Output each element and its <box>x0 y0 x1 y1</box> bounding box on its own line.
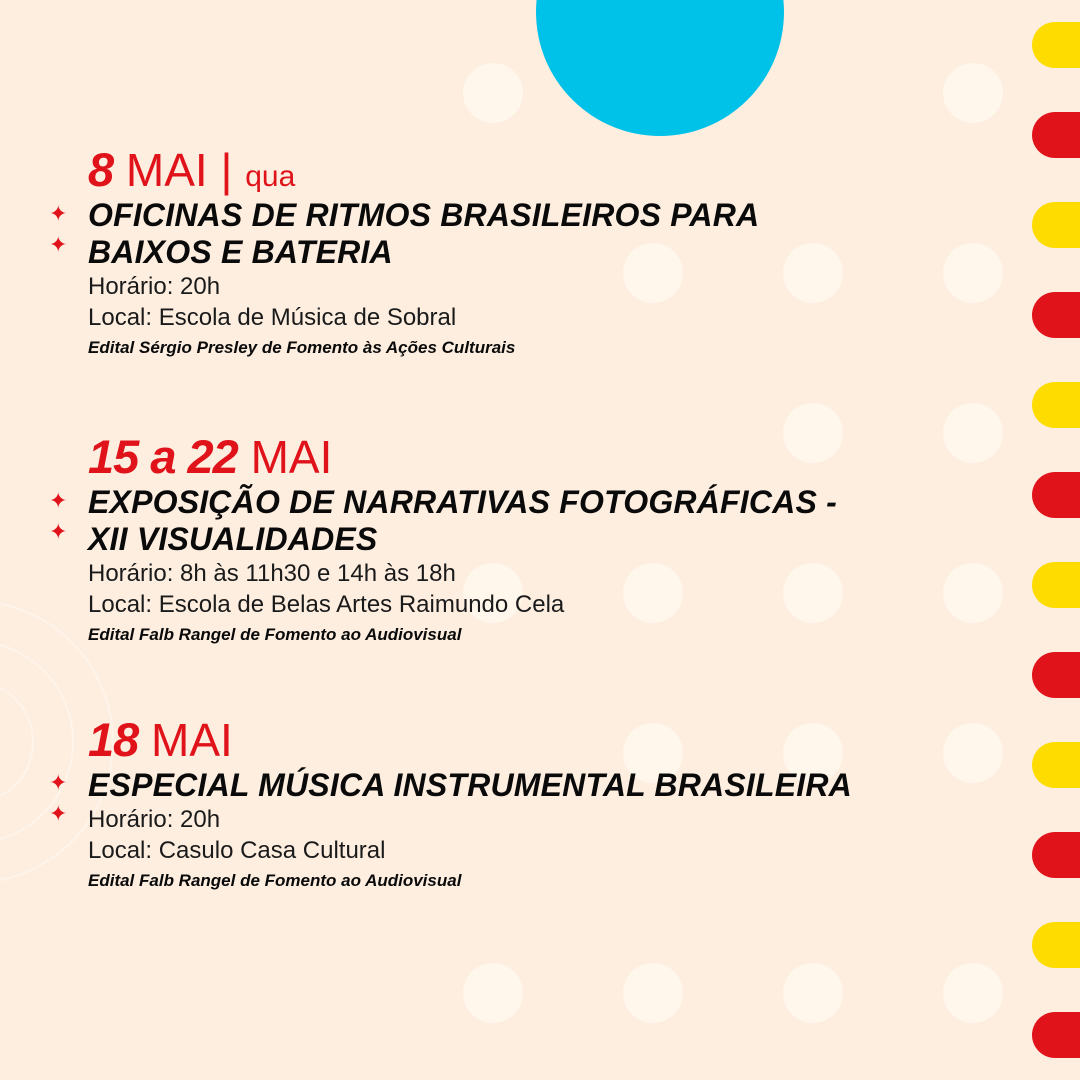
event-edital: Edital Falb Rangel de Fomento ao Audiovisual <box>88 625 462 644</box>
date-separator: | <box>207 144 246 196</box>
event-title <box>88 767 852 804</box>
event-card <box>88 430 837 650</box>
event-edital: Edital Falb Rangel de Fomento ao Audiovisual <box>88 871 462 890</box>
date-number: 8 <box>88 143 114 196</box>
four-point-star-icon: ✦ <box>49 488 68 513</box>
four-point-star-icon: ✦ <box>49 232 68 257</box>
event-time: Horário: 20h <box>88 806 221 833</box>
event-date <box>88 143 759 196</box>
event-time: Horário: 8h às 11h30 e 14h às 18h <box>88 560 456 587</box>
event-card <box>88 143 760 363</box>
date-month: MAI <box>113 144 208 196</box>
four-point-star-icon: ✦ <box>49 519 68 544</box>
four-point-star-icon: ✦ <box>49 770 68 795</box>
event-edital: Edital Sérgio Presley de Fomento às Ações Culturais <box>88 338 516 357</box>
event-title <box>88 484 837 558</box>
event-date <box>88 430 837 483</box>
event-location: Local: Escola de Belas Artes Raimundo Cela <box>88 591 565 618</box>
date-number: 15 a 22 <box>88 430 238 483</box>
date-weekday: qua <box>245 160 296 193</box>
event-title-line: EXPOSIÇÃO DE NARRATIVAS FOTOGRÁFICAS - <box>88 484 837 520</box>
date-month: MAI <box>237 431 333 483</box>
event-title-line: XII VISUALIDADES <box>88 521 378 557</box>
date-number: 18 <box>88 713 139 766</box>
four-point-star-icon: ✦ <box>49 201 68 226</box>
event-title-line: ESPECIAL MÚSICA INSTRUMENTAL BRASILEIRA <box>88 767 852 803</box>
date-month: MAI <box>138 714 233 766</box>
event-date <box>88 713 852 766</box>
event-card <box>88 713 852 896</box>
blue-circle-decoration <box>536 0 784 136</box>
event-title <box>88 197 759 271</box>
event-location: Local: Casulo Casa Cultural <box>88 837 386 864</box>
event-title-line: OFICINAS DE RITMOS BRASILEIROS PARA <box>88 197 760 233</box>
four-point-star-icon: ✦ <box>49 801 68 826</box>
event-title-line: BAIXOS E BATERIA <box>88 234 393 270</box>
event-time: Horário: 20h <box>88 273 221 300</box>
event-location: Local: Escola de Música de Sobral <box>88 304 457 331</box>
